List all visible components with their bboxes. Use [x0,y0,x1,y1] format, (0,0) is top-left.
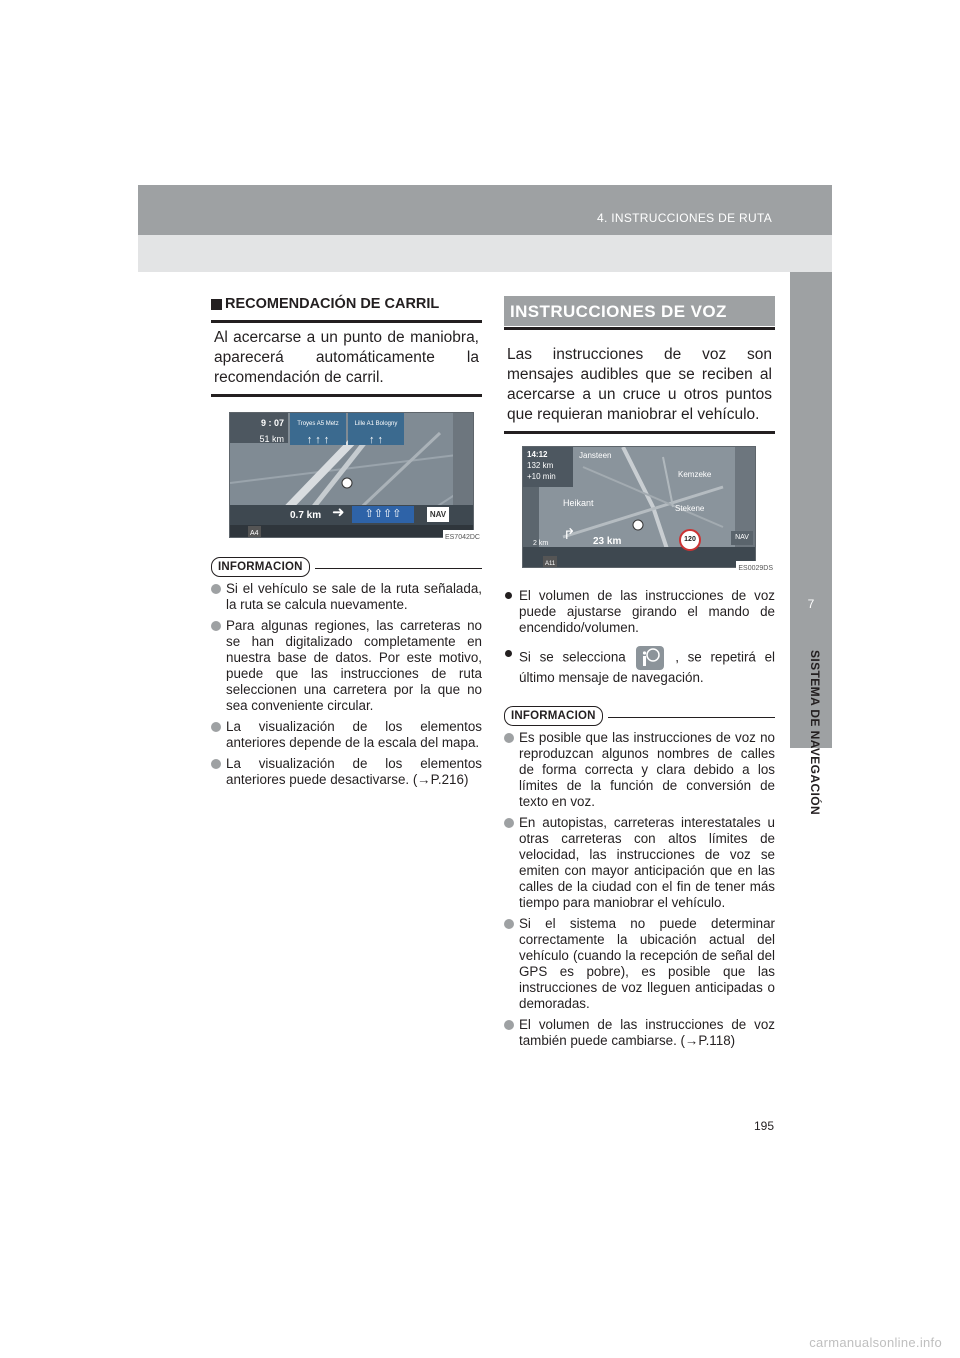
next-distance: 0.7 km [290,510,322,521]
header-band-light [138,235,832,272]
nav-button[interactable]: NAV [731,531,753,545]
eta-distance: 51 km [259,434,284,444]
info-item: La visualización de los elementos anteriores depende de la escala del mapa. [211,719,482,751]
sign-1-arrows-icon: ↑ ↑ ↑ [306,434,330,446]
subheading-text: RECOMENDACIÓN DE CARRIL [225,296,440,312]
place-label: Heikant [563,498,594,508]
sign-2 [348,413,404,445]
header-band [138,185,832,235]
section-rule [504,327,775,330]
sign-1 [290,413,346,445]
chapter-label: SISTEMA DE NAVEGACIÓN [808,650,822,816]
map-view [522,446,756,568]
repeat-text-pre: Si se selecciona [519,649,626,665]
voice-guidance-screenshot [522,446,775,572]
page-number: 195 [753,1119,774,1133]
info-item: Si el sistema no puede determinar correctamente la ubicación actual del vehículo (cuando la recepción de señal del GPS es pobre), es posible que las instrucciones de voz lleguen anticipadas o demoradas. [504,916,775,1012]
info-box [211,557,482,788]
turn-arrow-icon: ↱ [563,526,576,543]
lane-guidance-screenshot [229,412,482,541]
sign-1-text: Troyes A5 Metz [297,421,339,427]
place-label: Jansteen [579,451,612,460]
left-column [211,296,482,793]
road-name: A4 [248,526,261,538]
sign-2-arrows-icon: ↑ ↑ [368,434,384,446]
place-label: Stekene [675,504,705,513]
nav-button[interactable]: NAV [427,507,449,522]
voice-bullet: El volumen de las instrucciones de voz puede ajustarse girando el mando de encendido/volumen. [504,588,775,636]
small-distance: 2 km [533,540,549,547]
lane-bar [230,505,473,525]
lane-recommendation-arrows-icon: ⇧⇧⇧⇧ [352,506,414,523]
intro-callout: Las instrucciones de voz son mensajes audibles que se reciben al acercarse a un cruce u otros puntos que requieran maniobrar el vehículo. [504,340,775,434]
eta-time: 14:12 [527,450,548,459]
info-list [211,581,482,788]
voice-bullet-repeat [504,646,775,686]
subheading [211,296,482,312]
sign-2-text: Lille A1 Bologny [354,421,398,427]
eta-panel [230,413,288,443]
map-side-buttons[interactable] [453,413,473,507]
info-item: Es posible que las instrucciones de voz no reproduzcan algunos nombres de calles de forma correcta y clara debido a los límites de la función de conversión de texto en voz. [504,730,775,810]
info-rule [315,568,482,569]
next-distance: 23 km [593,536,622,547]
info-item: Para algunas regiones, las carreteras no se han digitalizado completamente en nuestra base de datos. Por este motivo, puede que las instrucciones de ruta seleccionen una carretera por la que no sea conveniente circular. [211,618,482,714]
eta-distance: 132 km [527,461,554,470]
guidance-bar [523,526,755,567]
info-label: INFORMACION [504,706,603,726]
eta-panel [523,447,573,487]
info-voice-glyph-icon [636,646,664,670]
figure-caption: ES0029DS [736,561,775,577]
square-bullet-icon [211,299,222,310]
info-label: INFORMACION [211,557,310,577]
map-view [229,412,474,538]
road-name: A11 [543,556,557,568]
intro-callout: Al acercarse a un punto de maniobra, aparecerá automáticamente la recomendación de carril. [211,320,482,397]
info-list [504,730,775,1049]
chapter-number: 7 [807,597,815,611]
right-column [504,296,775,1054]
info-item: La visualización de los elementos anteriores puede desactivarse. (→P.216) [211,756,482,788]
eta-delay: +10 min [527,472,556,481]
info-box [504,706,775,1049]
lane-arrow-icon: ➜ [332,504,345,521]
eta-time: 9 : 07 [260,418,284,428]
status-bar [230,525,473,537]
info-item: El volumen de las instrucciones de voz también puede cambiarse. (→P.118) [504,1017,775,1049]
repeat-voice-icon [636,646,664,670]
chapter-title: 4. INSTRUCCIONES DE RUTA [597,211,772,225]
watermark: carmanualsonline.info [809,1335,942,1350]
figure-caption: ES7042DC [443,530,482,546]
place-label: Kemzeke [678,470,712,479]
section-title: INSTRUCCIONES DE VOZ [504,296,775,326]
repeat-text-post: , se repetirá el último mensaje de navegación. [519,649,775,685]
info-item: En autopistas, carreteras interestatales u otras carreteras con altos límites de velocidad, las instrucciones de voz se emiten con mayor anticipación que en las calles de la ciudad con el fin de tener más tiempo para maniobrar el vehículo. [504,815,775,911]
info-rule [608,717,775,718]
voice-bullets [504,588,775,686]
speed-limit-sign: 120 [679,529,701,551]
info-item: Si el vehículo se sale de la ruta señalada, la ruta se calcula nuevamente. [211,581,482,613]
